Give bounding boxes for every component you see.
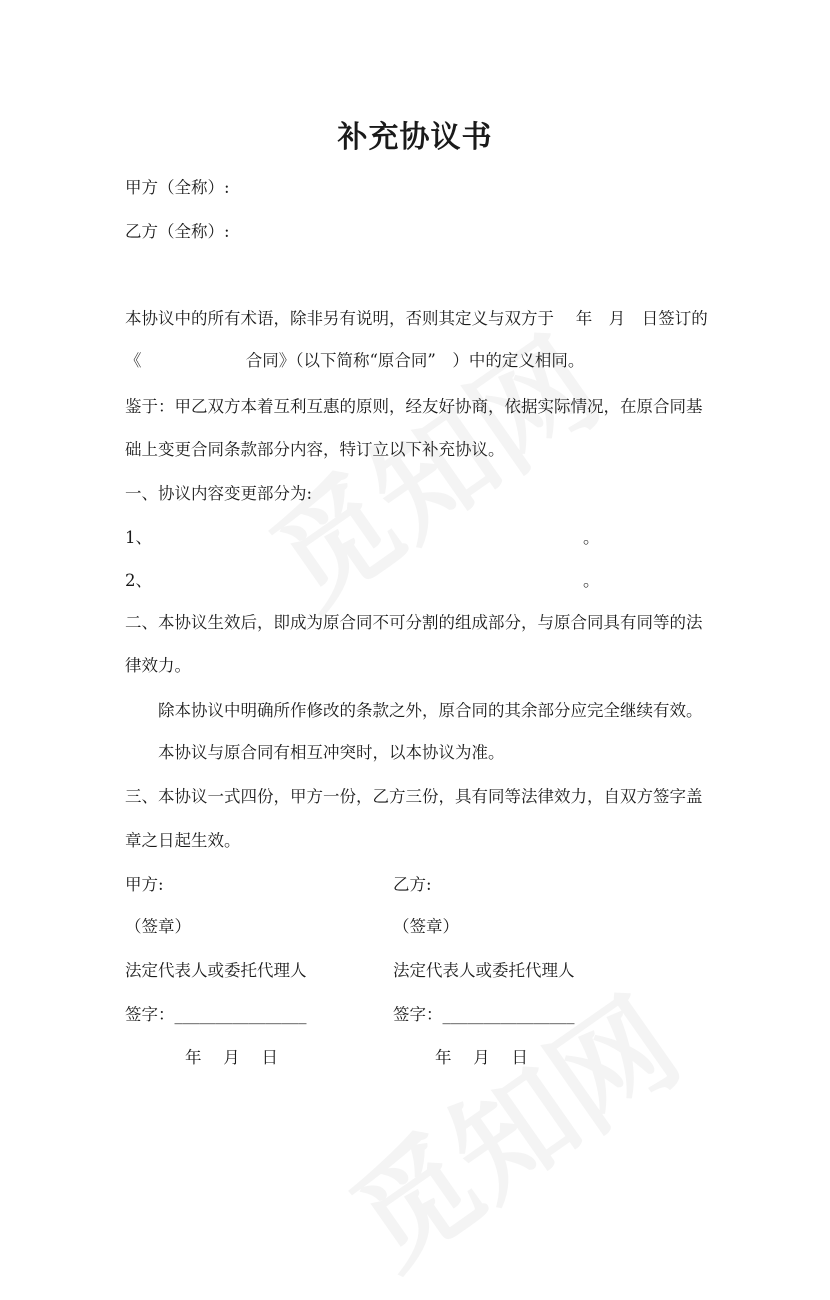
section-2-paragraph: 本协议与原合同有相互冲突时，以本协议为准。: [158, 743, 505, 762]
watermark: [233, 292, 627, 639]
party-b-date: 年 月 日: [435, 1048, 528, 1067]
whereas-paragraph-line: 鉴于：甲乙双方本着互利互惠的原则，经友好协商，依据实际情况，在原合同基: [125, 397, 703, 416]
section-2-line: 律效力。: [125, 656, 191, 675]
party-b-signature-heading: 乙方:: [393, 875, 432, 894]
item-2-label: 2、: [125, 571, 152, 590]
item-1-end: 。: [583, 528, 600, 547]
party-a-signature-line: 签字：________________: [125, 1005, 307, 1024]
terms-paragraph-line: 《 合同》（以下简称“原合同” ）中的定义相同。: [125, 351, 585, 370]
section-1-heading: 一、协议内容变更部分为:: [125, 484, 313, 503]
item-1-label: 1、: [125, 528, 152, 547]
party-b-full-name: 乙方（全称）:: [125, 222, 230, 241]
whereas-paragraph-line: 础上变更合同条款部分内容，特订立以下补充协议。: [125, 440, 505, 459]
party-a-representative: 法定代表人或委托代理人: [125, 961, 307, 980]
party-b-seal: （签章）: [393, 917, 459, 936]
item-2-end: 。: [583, 571, 600, 590]
section-2-paragraph: 除本协议中明确所作修改的条款之外，原合同的其余部分应完全继续有效。: [158, 701, 703, 720]
party-b-representative: 法定代表人或委托代理人: [393, 961, 575, 980]
party-a-signature-heading: 甲方:: [125, 875, 164, 894]
document-title: 补充协议书: [337, 120, 493, 155]
party-a-date: 年 月 日: [185, 1048, 278, 1067]
terms-paragraph-line: 本协议中的所有术语，除非另有说明，否则其定义与双方于 年 月 日签订的: [125, 309, 708, 328]
section-3-line: 三、本协议一式四份，甲方一份，乙方三份，具有同等法律效力，自双方签字盖: [125, 787, 703, 806]
party-a-seal: （签章）: [125, 917, 191, 936]
party-a-full-name: 甲方（全称）:: [125, 178, 230, 197]
section-3-line: 章之日起生效。: [125, 831, 241, 850]
party-b-signature-line: 签字：________________: [393, 1005, 575, 1024]
section-2-line: 二、本协议生效后，即成为原合同不可分割的组成部分，与原合同具有同等的法: [125, 613, 703, 632]
